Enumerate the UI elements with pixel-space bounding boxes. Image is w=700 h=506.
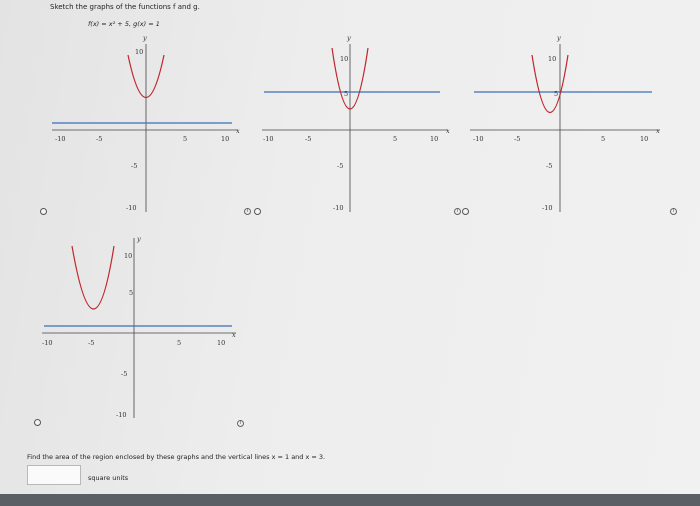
tick-label: -10 — [542, 204, 553, 212]
tick-label: -10 — [116, 411, 127, 419]
tick-label: 10 — [640, 135, 649, 143]
tick-label: -5 — [131, 162, 138, 170]
info-icon[interactable]: i — [237, 420, 244, 427]
tick-label: 5 — [601, 135, 606, 143]
graph-option-d — [42, 235, 236, 419]
question-title: Sketch the graphs of the functions f and g. — [50, 3, 200, 11]
tick-label: -5 — [514, 135, 521, 143]
info-icon[interactable]: i — [244, 208, 251, 215]
graph-option-a — [52, 34, 240, 212]
info-icon[interactable]: i — [454, 208, 461, 215]
y-axis-label: y — [143, 34, 147, 42]
tick-label: -5 — [96, 135, 103, 143]
tick-label: 10 — [135, 48, 144, 56]
x-axis-label: x — [236, 127, 240, 135]
function-definitions: f(x) = x² + 5, g(x) = 1 — [88, 20, 160, 28]
tick-label: 5 — [183, 135, 188, 143]
area-answer-input[interactable] — [27, 465, 81, 485]
tick-label: -5 — [305, 135, 312, 143]
tick-label: -10 — [333, 204, 344, 212]
tick-label: -5 — [546, 162, 553, 170]
tick-label: 10 — [430, 135, 439, 143]
parabola-f — [532, 55, 568, 113]
tick-label: 5 — [554, 90, 559, 98]
tick-label: 10 — [548, 55, 557, 63]
graph-option-c — [470, 34, 660, 212]
tick-label: -5 — [121, 370, 128, 378]
option-d-radio[interactable] — [34, 419, 41, 426]
tick-label: 5 — [393, 135, 398, 143]
tick-label: 5 — [129, 289, 134, 297]
x-axis-label: x — [446, 127, 450, 135]
tick-label: 10 — [217, 339, 226, 347]
graph-option-b — [262, 34, 450, 212]
tick-label: -10 — [42, 339, 53, 347]
unit-label: square units — [88, 474, 129, 482]
option-b-radio[interactable] — [254, 208, 261, 215]
x-axis-label: x — [232, 331, 236, 339]
tick-label: 5 — [344, 90, 349, 98]
y-axis-label: y — [347, 34, 351, 42]
tick-label: -10 — [473, 135, 484, 143]
tick-label: -10 — [263, 135, 274, 143]
option-c-radio[interactable] — [462, 208, 469, 215]
parabola-f — [72, 246, 114, 309]
question-text: Find the area of the region enclosed by these graphs and the vertical lines x = 1 and x = 3. — [27, 453, 326, 461]
info-icon[interactable]: i — [670, 208, 677, 215]
tick-label: 10 — [340, 55, 349, 63]
tick-label: 5 — [177, 339, 182, 347]
tick-label: -5 — [88, 339, 95, 347]
bottom-band — [0, 494, 700, 506]
tick-label: 10 — [124, 252, 133, 260]
tick-label: 10 — [221, 135, 230, 143]
tick-label: -10 — [126, 204, 137, 212]
y-axis-label: y — [137, 235, 141, 243]
tick-label: -10 — [55, 135, 66, 143]
x-axis-label: x — [656, 127, 660, 135]
tick-label: -5 — [337, 162, 344, 170]
option-a-radio[interactable] — [40, 208, 47, 215]
y-axis-label: y — [557, 34, 561, 42]
